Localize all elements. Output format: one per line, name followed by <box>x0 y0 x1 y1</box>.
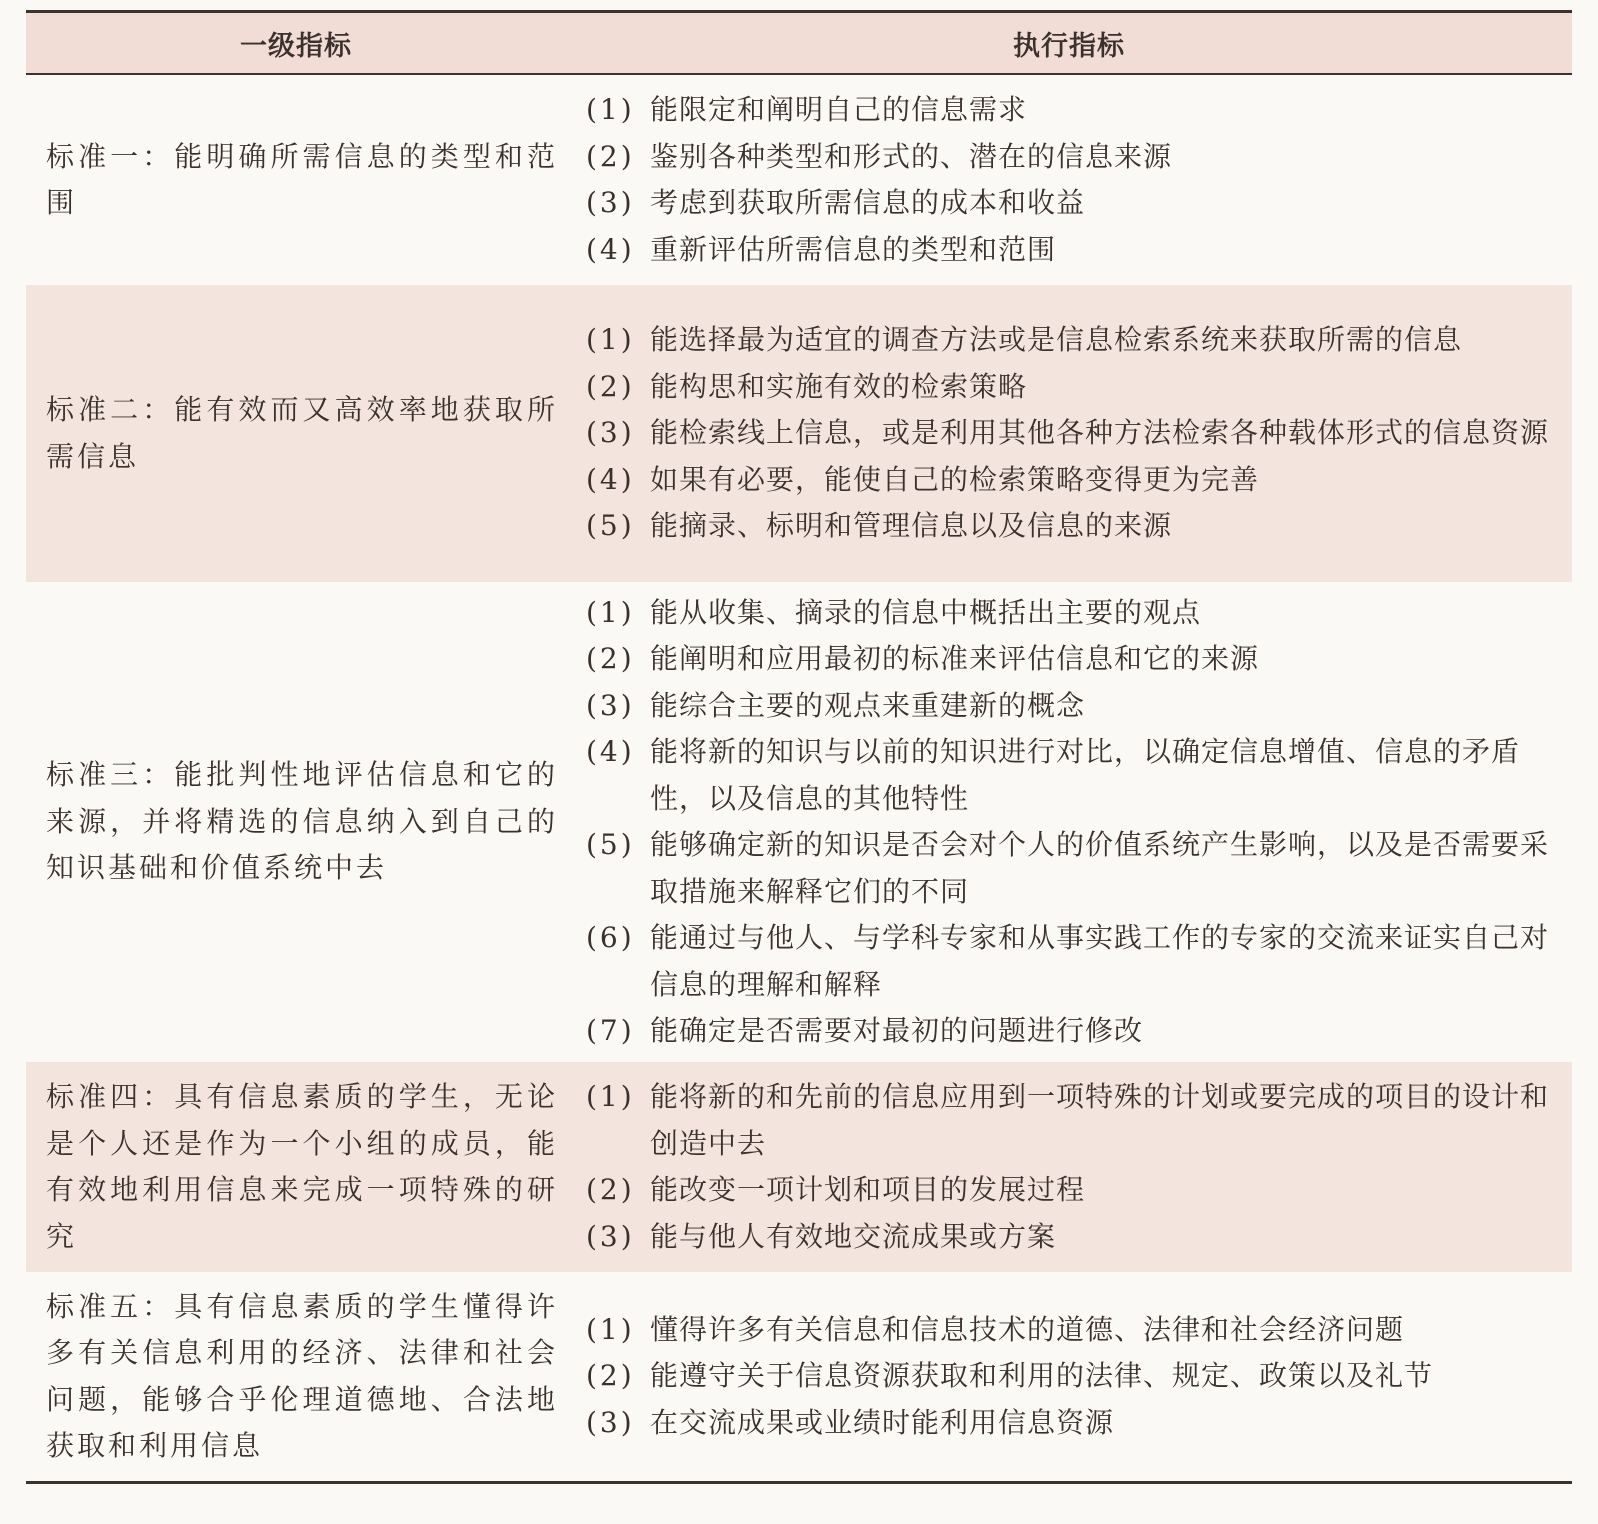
item-number: (3) <box>586 1405 635 1439</box>
item-number: (2) <box>586 1173 635 1206</box>
table-row <box>26 1272 1572 1484</box>
item-text: 能通过与他人、与学科专家和从事实践工作的专家的交流来证实自己对信息的理解和解释 <box>650 921 1550 1001</box>
table-row <box>26 582 1572 1062</box>
item-number: (6) <box>586 921 635 954</box>
item-text: 能综合主要的观点来重建新的概念 <box>650 688 1086 722</box>
list-item <box>586 636 1558 683</box>
item-text: 能改变一项计划和项目的发展过程 <box>650 1173 1086 1206</box>
list-item <box>586 1167 1558 1214</box>
indicator-list <box>566 1307 1572 1447</box>
standards-table <box>26 10 1572 1484</box>
list-item <box>586 180 1558 227</box>
list-item <box>586 1400 1558 1447</box>
item-text: 能将新的知识与以前的知识进行对比，以确定信息增值、信息的矛盾性，以及信息的其他特性 <box>650 735 1521 815</box>
item-text: 能够确定新的知识是否会对个人的价值系统产生影响，以及是否需要采取措施来解释它们的不同 <box>650 828 1550 908</box>
indicator-list <box>566 317 1572 550</box>
item-number: (2) <box>586 369 635 403</box>
item-text: 考虑到获取所需信息的成本和收益 <box>650 186 1086 219</box>
list-item <box>586 590 1558 637</box>
item-text: 懂得许多有关信息和信息技术的道德、法律和社会经济问题 <box>650 1312 1405 1346</box>
item-text: 能构思和实施有效的检索策略 <box>650 369 1028 403</box>
table-header <box>26 13 1572 75</box>
list-item <box>586 457 1558 504</box>
item-number: (4) <box>586 462 635 496</box>
item-text: 能检索线上信息，或是利用其他各种方法检索各种载体形式的信息资源 <box>650 416 1550 450</box>
header-execution-indicator: 执行指标 <box>1013 30 1125 62</box>
list-item <box>586 364 1558 411</box>
item-number: (2) <box>586 139 635 173</box>
item-number: (2) <box>586 1359 635 1393</box>
list-item <box>586 683 1558 730</box>
item-number: (5) <box>586 509 635 543</box>
item-number: (5) <box>586 828 635 861</box>
standard-label: 标准二：能有效而又高效率地获取所需信息 <box>46 393 558 473</box>
item-number: (1) <box>586 323 635 357</box>
list-item <box>586 134 1558 181</box>
item-number: (3) <box>586 416 635 450</box>
indicator-list <box>566 1074 1572 1260</box>
item-number: (1) <box>586 93 635 126</box>
item-text: 能将新的和先前的信息应用到一项特殊的计划或要完成的项目的设计和创造中去 <box>650 1080 1550 1160</box>
table-row <box>26 285 1572 582</box>
item-text: 如果有必要，能使自己的检索策略变得更为完善 <box>650 462 1260 496</box>
item-number: (1) <box>586 595 635 629</box>
item-number: (4) <box>586 735 635 768</box>
item-text: 能与他人有效地交流成果或方案 <box>650 1219 1057 1253</box>
item-text: 能选择最为适宜的调查方法或是信息检索系统来获取所需的信息 <box>650 323 1463 357</box>
item-text: 能从收集、摘录的信息中概括出主要的观点 <box>650 595 1202 629</box>
list-item <box>586 915 1558 1008</box>
list-item <box>586 1074 1558 1167</box>
standard-label: 标准四：具有信息素质的学生，无论是个人还是作为一个小组的成员，能有效地利用信息来完成一项特殊的研究 <box>46 1080 558 1253</box>
list-item <box>586 1008 1558 1055</box>
list-item <box>586 1214 1558 1261</box>
item-number: (1) <box>586 1080 635 1113</box>
header-level1-indicator: 一级指标 <box>240 30 352 62</box>
indicator-list <box>566 87 1572 273</box>
list-item <box>586 503 1558 550</box>
standard-label: 标准一：能明确所需信息的类型和范围 <box>46 139 558 219</box>
list-item <box>586 1353 1558 1400</box>
list-item <box>586 87 1558 134</box>
list-item <box>586 227 1558 274</box>
item-text: 重新评估所需信息的类型和范围 <box>650 232 1057 266</box>
item-number: (7) <box>586 1014 635 1047</box>
item-text: 能摘录、标明和管理信息以及信息的来源 <box>650 509 1173 543</box>
table-row <box>26 75 1572 285</box>
list-item <box>586 317 1558 364</box>
table-row <box>26 1062 1572 1272</box>
indicator-list <box>566 590 1572 1055</box>
item-number: (3) <box>586 688 635 722</box>
item-text: 能限定和阐明自己的信息需求 <box>650 93 1028 126</box>
item-number: (3) <box>586 1219 635 1253</box>
item-text: 能确定是否需要对最初的问题进行修改 <box>650 1014 1144 1047</box>
list-item <box>586 729 1558 822</box>
item-text: 能遵守关于信息资源获取和利用的法律、规定、政策以及礼节 <box>650 1359 1434 1393</box>
standard-label: 标准三：能批判性地评估信息和它的来源，并将精选的信息纳入到自己的知识基础和价值系统中去 <box>46 758 558 885</box>
standard-label: 标准五：具有信息素质的学生懂得许多有关信息利用的经济、法律和社会问题，能够合乎伦理道德地、合法地获取和利用信息 <box>46 1289 558 1462</box>
item-text: 在交流成果或业绩时能利用信息资源 <box>650 1405 1115 1439</box>
list-item <box>586 410 1558 457</box>
item-text: 能阐明和应用最初的标准来评估信息和它的来源 <box>650 642 1260 675</box>
item-number: (1) <box>586 1312 635 1346</box>
item-text: 鉴别各种类型和形式的、潜在的信息来源 <box>650 139 1173 173</box>
item-number: (3) <box>586 186 635 219</box>
list-item <box>586 1307 1558 1354</box>
list-item <box>586 822 1558 915</box>
item-number: (4) <box>586 232 635 266</box>
item-number: (2) <box>586 642 635 675</box>
